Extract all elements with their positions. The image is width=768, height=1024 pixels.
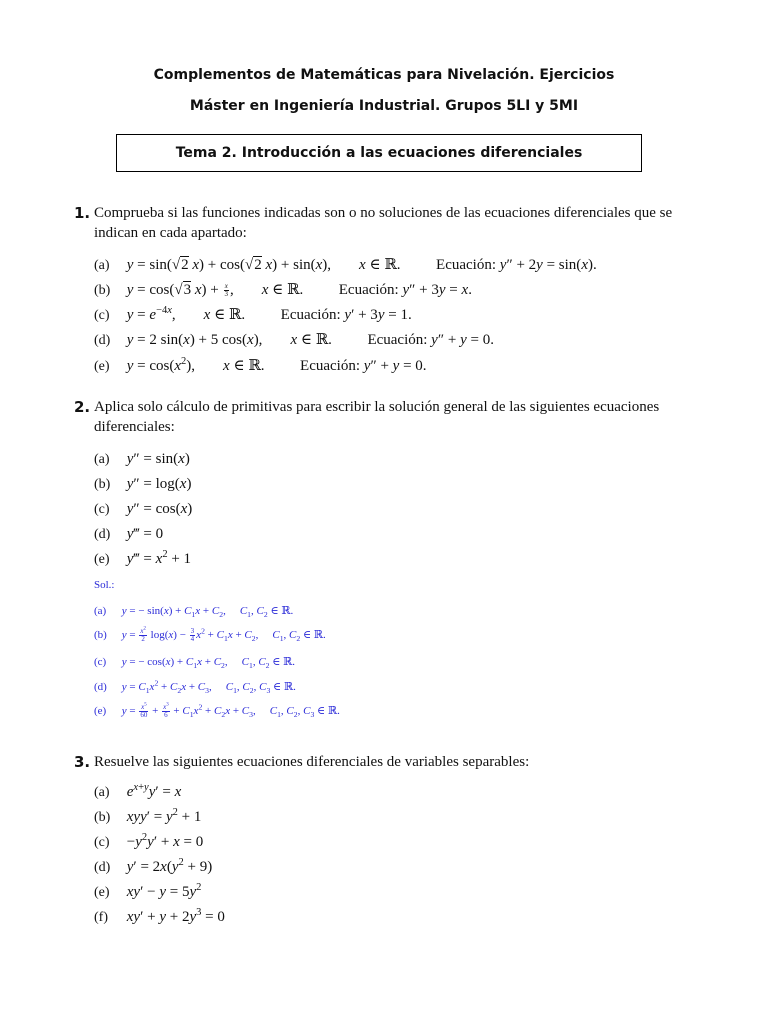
q2-solution-c-math: y = − $\cos(x) + C_1x + C_2$, $C_1$, $C_2$ ∈ ℝ. [121,656,296,671]
q1-item-a-math: y = sin(√2 x) + cos(√2 x) + sin(x), x ∈ ℝ. [126,257,401,273]
q3-item-b-math: $xyy' = y^2 + 1$ [126,807,202,825]
item-label: (b) [94,283,111,298]
item-label: (a) [94,452,110,467]
item-label: (b) [94,629,107,642]
q2-item-a [94,451,190,468]
q2-solution-d-math: $y = C_1x^2 + C_2x + C_3$, $C_1$, $C_2$, $C_3$ ∈ ℝ. [121,678,296,696]
question-2-text: Aplica solo cálculo de primitivas para escribir la solución general de las siguientes ecuaciones diferenciales: [94,399,660,435]
q2-item-c [94,501,192,518]
q2-item-d-math: y‴ = 0 [126,526,164,542]
q3-item-a-math: $e^{x+y}y' = x$ [126,782,182,800]
q2-solution-e [94,704,340,719]
q3-item-e-math: $xy' - y = 5y^2$ [126,882,202,900]
q3-item-d [94,859,212,876]
q2-solution-a [94,604,294,620]
item-label: (e) [94,705,107,718]
q2-item-b-math: y″ = log(x) [126,476,192,492]
item-label: (d) [94,527,111,542]
q2-item-e-math: y‴ = $x^2 + 1$ [126,549,192,567]
solution-label: Sol.: [94,579,115,591]
q3-item-c-math: $-y^2y' + x = 0$ [126,832,204,850]
item-label: (a) [94,785,110,800]
q1-item-e-equation: y″ + y = 0. [363,358,427,374]
document-subtitle: Máster en Ingeniería Industrial. Grupos 5LI y 5MI [189,98,579,114]
question-3-text: Resuelve las siguientes ecuaciones diferenciales de variables separables: [94,754,530,770]
item-label: (d) [94,681,107,693]
q2-item-a-math: y″ = sin(x) [126,451,190,467]
ecuacion-label: Ecuación: [367,332,428,348]
q1-item-e-math: $y = \cos(x^2)$, x ∈ ℝ. [126,356,265,374]
q2-solution-e-math: y = $\frac{x^5}{60}$ + $\frac{x^3}{6}$ + $C_1x^2 + C_2x + C_3$, $C_1$, $C_2$, $C_3$ ∈ ℝ. [121,702,340,720]
item-label: (a) [94,605,107,617]
item-label: (d) [94,860,111,875]
q1-item-b-math: y = cos(√3 x) + $\frac{x}{3}$ , x ∈ ℝ. [126,282,304,299]
q2-solution-b-math: y = $\frac{x^2}{2}$ log(x) − $\frac{3}{4}$ $x^2 + C_1x + C_2$, $C_1$, $C_2$ ∈ ℝ. [121,626,326,644]
item-label: (b) [94,810,111,825]
ecuacion-label: Ecuación: [300,358,361,374]
topic-box [116,134,642,172]
topic-title: Tema 2. Introducción a las ecuaciones diferenciales [175,145,583,161]
item-label: (e) [94,885,110,900]
q1-item-a [94,255,597,274]
question-1-number: 1. [74,204,91,222]
q1-item-c-equation: y′ + 3y = 1. [344,307,412,323]
q2-item-d [94,526,163,543]
q3-item-e [94,884,201,901]
item-label: (f) [94,910,108,925]
q2-item-c-math: y″ = cos(x) [126,501,193,517]
q1-item-c-math: $y = e^{-4x}$, x ∈ ℝ. [126,305,246,323]
item-label: (c) [94,308,110,323]
q3-item-c [94,834,203,851]
q1-item-b [94,280,472,299]
q1-item-a-equation: y″ + 2y = sin(x). [499,257,597,273]
item-label: (c) [94,835,110,850]
q3-item-f-math: $xy' + y + 2y^3 = 0$ [126,907,225,925]
q2-solution-d [94,678,296,696]
question-1-text: Comprueba si las funciones indicadas son o no soluciones de las ecuaciones diferenciales que se indican en cada apartado: [94,205,673,241]
item-label: (d) [94,333,111,348]
ecuacion-label: Ecuación: [338,282,399,298]
q1-item-b-equation: y″ + 3y = x. [402,282,472,298]
ecuacion-label: Ecuación: [436,257,497,273]
q1-item-c [94,305,412,324]
q2-item-e [94,551,191,568]
q2-solution-c [94,655,296,671]
ecuacion-label: Ecuación: [280,307,341,323]
document-title: Complementos de Matemáticas para Nivelación. Ejercicios [153,67,615,83]
q2-item-b [94,476,191,493]
q1-item-e [94,356,427,375]
q1-item-d-equation: y″ + y = 0. [431,332,494,348]
q3-item-d-math: $y' = 2x(y^2 + 9)$ [126,857,213,875]
item-label: (c) [94,502,110,517]
question-3-number: 3. [74,753,91,771]
q1-item-d-math: y = 2 sin(x) + 5 cos(x), x ∈ ℝ. [126,332,332,348]
question-2-number: 2. [74,398,91,416]
q1-item-d [94,330,494,349]
item-label: (b) [94,477,111,492]
item-label: (e) [94,359,110,374]
q3-item-b [94,809,201,826]
q3-item-f [94,909,225,926]
q2-solution-a-math: y = − $\sin(x) + C_1x + C_2$, $C_1$, $C_2$ ∈ ℝ. [121,605,294,620]
q2-solution-b [94,628,326,643]
item-label: (e) [94,552,110,567]
item-label: (a) [94,258,110,273]
item-label: (c) [94,656,107,668]
q3-item-a [94,784,181,801]
